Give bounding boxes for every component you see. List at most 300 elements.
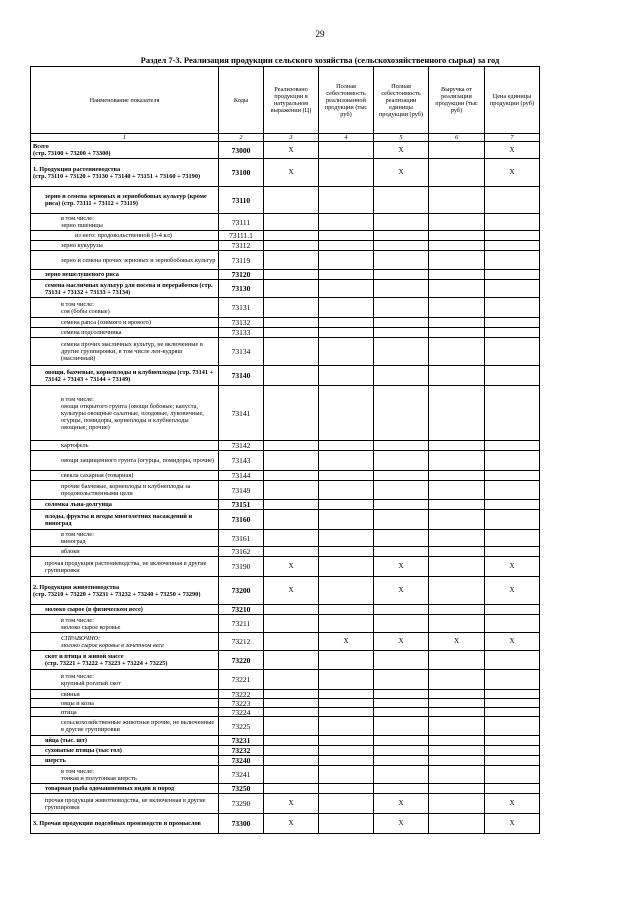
- value-cell[interactable]: [374, 481, 429, 500]
- value-cell[interactable]: [264, 756, 319, 766]
- row-code: 73134: [219, 338, 264, 366]
- value-cell[interactable]: [374, 338, 429, 366]
- value-cell[interactable]: [319, 557, 374, 577]
- value-cell[interactable]: [429, 386, 485, 441]
- value-cell[interactable]: [264, 784, 319, 794]
- value-cell[interactable]: X: [374, 159, 429, 187]
- value-cell[interactable]: [319, 605, 374, 615]
- value-cell[interactable]: [429, 510, 485, 530]
- row-code: 73240: [219, 756, 264, 766]
- value-cell[interactable]: X: [264, 159, 319, 187]
- value-cell[interactable]: [374, 328, 429, 338]
- value-cell[interactable]: [319, 251, 374, 270]
- value-cell[interactable]: [319, 690, 374, 699]
- value-cell[interactable]: [319, 214, 374, 231]
- table-row: [31, 557, 540, 577]
- column-number: 5: [374, 134, 429, 142]
- value-cell[interactable]: X: [429, 633, 485, 651]
- table-row: [31, 441, 540, 451]
- value-cell[interactable]: [485, 699, 540, 708]
- column-number: 1: [31, 134, 219, 142]
- table-row: [31, 690, 540, 699]
- value-cell[interactable]: [485, 547, 540, 557]
- value-cell[interactable]: [319, 500, 374, 510]
- row-code: 73300: [219, 814, 264, 834]
- indicator-name: товарная рыба одомашненных видов и пород: [31, 784, 219, 794]
- value-cell[interactable]: [374, 270, 429, 280]
- value-cell[interactable]: [319, 451, 374, 471]
- table-row: [31, 530, 540, 547]
- value-cell[interactable]: [264, 270, 319, 280]
- value-cell[interactable]: [319, 699, 374, 708]
- value-cell[interactable]: [264, 280, 319, 298]
- value-cell[interactable]: [374, 366, 429, 386]
- value-cell[interactable]: [319, 756, 374, 766]
- value-cell[interactable]: [429, 142, 485, 159]
- value-cell[interactable]: [485, 746, 540, 756]
- value-cell[interactable]: X: [485, 633, 540, 651]
- value-cell[interactable]: [374, 670, 429, 690]
- table-row: [31, 766, 540, 784]
- value-cell[interactable]: [264, 633, 319, 651]
- value-cell[interactable]: [429, 670, 485, 690]
- value-cell[interactable]: [429, 746, 485, 756]
- value-cell[interactable]: [429, 651, 485, 670]
- indicator-name: яйца (тыс. шт): [31, 736, 219, 746]
- value-cell[interactable]: [429, 338, 485, 366]
- row-code: 73130: [219, 280, 264, 298]
- table-row: [31, 746, 540, 756]
- table-row: [31, 651, 540, 670]
- value-cell[interactable]: X: [485, 794, 540, 814]
- value-cell[interactable]: [264, 530, 319, 547]
- value-cell[interactable]: [319, 651, 374, 670]
- value-cell[interactable]: X: [374, 142, 429, 159]
- value-cell[interactable]: [374, 510, 429, 530]
- value-cell[interactable]: [374, 651, 429, 670]
- value-cell[interactable]: [485, 338, 540, 366]
- indicator-name: плоды, фрукты и ягоды многолетних насаждений и виноград: [31, 510, 219, 530]
- table-row: [31, 615, 540, 633]
- value-cell[interactable]: [485, 651, 540, 670]
- value-cell[interactable]: [429, 615, 485, 633]
- value-cell[interactable]: [374, 699, 429, 708]
- table-row: [31, 670, 540, 690]
- value-cell[interactable]: [319, 386, 374, 441]
- indicator-name: семена рапса (озимого и ярового): [31, 318, 219, 328]
- table-row: [31, 386, 540, 441]
- value-cell[interactable]: [485, 280, 540, 298]
- value-cell[interactable]: [485, 318, 540, 328]
- header-indicator-name: Наименование показателя: [31, 67, 219, 134]
- value-cell[interactable]: [429, 328, 485, 338]
- row-code: 73119: [219, 251, 264, 270]
- value-cell[interactable]: [374, 547, 429, 557]
- row-code: 73190: [219, 557, 264, 577]
- value-cell[interactable]: [429, 159, 485, 187]
- row-code: 73142: [219, 441, 264, 451]
- table-row: [31, 270, 540, 280]
- value-cell[interactable]: [319, 298, 374, 318]
- table-row: [31, 547, 540, 557]
- value-cell[interactable]: [264, 651, 319, 670]
- indicator-name: 2. Продукция животноводства (стр. 73210 + 73220 + 73231 + 73232 + 73240 + 73250 + 73290): [31, 577, 219, 605]
- value-cell[interactable]: [429, 500, 485, 510]
- value-cell[interactable]: X: [319, 633, 374, 651]
- row-code: 73290: [219, 794, 264, 814]
- value-cell[interactable]: [319, 615, 374, 633]
- value-cell[interactable]: [485, 717, 540, 736]
- value-cell[interactable]: [374, 318, 429, 328]
- value-cell[interactable]: X: [264, 814, 319, 834]
- table-row: [31, 471, 540, 481]
- value-cell[interactable]: [429, 318, 485, 328]
- value-cell[interactable]: [485, 481, 540, 500]
- table-row: [31, 577, 540, 605]
- value-cell[interactable]: [485, 615, 540, 633]
- value-cell[interactable]: X: [264, 577, 319, 605]
- value-cell[interactable]: [319, 318, 374, 328]
- value-cell[interactable]: [264, 766, 319, 784]
- value-cell[interactable]: [319, 510, 374, 530]
- value-cell[interactable]: X: [374, 794, 429, 814]
- table-row: [31, 280, 540, 298]
- value-cell[interactable]: [319, 270, 374, 280]
- value-cell[interactable]: [429, 784, 485, 794]
- table-row: [31, 214, 540, 231]
- indicator-name: зерно нешелушеного риса: [31, 270, 219, 280]
- value-cell[interactable]: [319, 142, 374, 159]
- row-code: 73000: [219, 142, 264, 159]
- row-code: 73161: [219, 530, 264, 547]
- value-cell[interactable]: [319, 577, 374, 605]
- value-cell[interactable]: [485, 366, 540, 386]
- value-cell[interactable]: [429, 481, 485, 500]
- table-row: [31, 187, 540, 214]
- value-cell[interactable]: [429, 241, 485, 251]
- value-cell[interactable]: [319, 746, 374, 756]
- column-number: 3: [264, 134, 319, 142]
- indicator-name: шерсть: [31, 756, 219, 766]
- value-cell[interactable]: [485, 187, 540, 214]
- value-cell[interactable]: [264, 251, 319, 270]
- value-cell[interactable]: X: [374, 557, 429, 577]
- value-cell[interactable]: [374, 471, 429, 481]
- value-cell[interactable]: [485, 708, 540, 717]
- value-cell[interactable]: X: [485, 577, 540, 605]
- value-cell[interactable]: [264, 366, 319, 386]
- value-cell[interactable]: [264, 386, 319, 441]
- value-cell[interactable]: [374, 500, 429, 510]
- table-row: [31, 500, 540, 510]
- value-cell[interactable]: [264, 615, 319, 633]
- row-code: 73133: [219, 328, 264, 338]
- value-cell[interactable]: [264, 318, 319, 328]
- value-cell[interactable]: [319, 159, 374, 187]
- row-code: 73222: [219, 690, 264, 699]
- row-code: 73225: [219, 717, 264, 736]
- row-code: 73241: [219, 766, 264, 784]
- value-cell[interactable]: [485, 530, 540, 547]
- value-cell[interactable]: [485, 766, 540, 784]
- value-cell[interactable]: [485, 756, 540, 766]
- value-cell[interactable]: [374, 214, 429, 231]
- row-code: 73131: [219, 298, 264, 318]
- indicator-name: суховатые птицы (тыс гол): [31, 746, 219, 756]
- value-cell[interactable]: [429, 280, 485, 298]
- value-cell[interactable]: [429, 251, 485, 270]
- value-cell[interactable]: [429, 366, 485, 386]
- value-cell[interactable]: [429, 756, 485, 766]
- indicator-name: сельскохозяйственные животные прочие, не включенные в другие группировки: [31, 717, 219, 736]
- indicator-name: в том числе: соя (бобы соевые): [31, 298, 219, 318]
- value-cell[interactable]: X: [485, 142, 540, 159]
- indicator-name: зерно кукурузы: [31, 241, 219, 251]
- value-cell[interactable]: [264, 605, 319, 615]
- value-cell[interactable]: [374, 241, 429, 251]
- column-number-row: [31, 134, 540, 142]
- value-cell[interactable]: [429, 814, 485, 834]
- value-cell[interactable]: [429, 690, 485, 699]
- value-cell[interactable]: [374, 280, 429, 298]
- value-cell[interactable]: [429, 766, 485, 784]
- value-cell[interactable]: [485, 328, 540, 338]
- value-cell[interactable]: [429, 557, 485, 577]
- indicator-name: скот и птица в живой массе (стр. 73221 + 73222 + 73223 + 73224 + 73225): [31, 651, 219, 670]
- value-cell[interactable]: [319, 814, 374, 834]
- indicator-name: овощи защищенного грунта (огурцы, помидоры, прочие): [31, 451, 219, 471]
- value-cell[interactable]: [374, 717, 429, 736]
- value-cell[interactable]: [264, 481, 319, 500]
- value-cell[interactable]: [264, 500, 319, 510]
- value-cell[interactable]: [264, 328, 319, 338]
- value-cell[interactable]: [429, 736, 485, 746]
- value-cell[interactable]: [374, 756, 429, 766]
- value-cell[interactable]: [485, 451, 540, 471]
- indicator-name: зерно и семена прочих зерновых и зернобобовых культур: [31, 251, 219, 270]
- value-cell[interactable]: [374, 441, 429, 451]
- value-cell[interactable]: [485, 510, 540, 530]
- value-cell[interactable]: [319, 338, 374, 366]
- page-number: 29: [315, 29, 325, 39]
- value-cell[interactable]: [264, 699, 319, 708]
- table-row: [31, 756, 540, 766]
- value-cell[interactable]: [319, 766, 374, 784]
- sales-table: [30, 66, 540, 834]
- value-cell[interactable]: [319, 794, 374, 814]
- value-cell[interactable]: [485, 500, 540, 510]
- value-cell[interactable]: [429, 530, 485, 547]
- value-cell[interactable]: [319, 670, 374, 690]
- value-cell[interactable]: [319, 241, 374, 251]
- value-cell[interactable]: [374, 746, 429, 756]
- row-code: 73110: [219, 187, 264, 214]
- value-cell[interactable]: [374, 690, 429, 699]
- value-cell[interactable]: [374, 605, 429, 615]
- value-cell[interactable]: [429, 214, 485, 231]
- value-cell[interactable]: X: [264, 142, 319, 159]
- value-cell[interactable]: [485, 214, 540, 231]
- value-cell[interactable]: [485, 270, 540, 280]
- value-cell[interactable]: [485, 605, 540, 615]
- value-cell[interactable]: [319, 481, 374, 500]
- value-cell[interactable]: X: [485, 814, 540, 834]
- value-cell[interactable]: [319, 708, 374, 717]
- table-row: [31, 366, 540, 386]
- row-code: 73223: [219, 699, 264, 708]
- header-unit-cost: Полная себестоимость реализации единицы продукции (руб): [374, 67, 429, 134]
- value-cell[interactable]: [374, 784, 429, 794]
- value-cell[interactable]: [374, 530, 429, 547]
- value-cell[interactable]: X: [485, 159, 540, 187]
- indicator-name: семена прочих масличных культур, не включенные в другие группировки, в том числе лен-кудряш (масличный): [31, 338, 219, 366]
- value-cell[interactable]: [319, 530, 374, 547]
- value-cell[interactable]: [429, 547, 485, 557]
- value-cell[interactable]: [429, 717, 485, 736]
- value-cell[interactable]: [264, 471, 319, 481]
- table-row: [31, 633, 540, 651]
- header-unit-price: Цена единицы продукции (руб): [485, 67, 540, 134]
- indicator-name: молоко сырое (в физическом весе): [31, 605, 219, 615]
- value-cell[interactable]: [374, 708, 429, 717]
- value-cell[interactable]: [264, 298, 319, 318]
- value-cell[interactable]: [429, 451, 485, 471]
- indicator-name: 3. Прочая продукция подсобных производств и промыслов: [31, 814, 219, 834]
- value-cell[interactable]: [485, 670, 540, 690]
- value-cell[interactable]: [264, 670, 319, 690]
- value-cell[interactable]: [264, 736, 319, 746]
- value-cell[interactable]: [264, 441, 319, 451]
- value-cell[interactable]: [374, 231, 429, 241]
- indicator-name: зерно и семена зерновых и зернобобовых культур (кроме риса) (стр. 73111 + 73112 + 73119): [31, 187, 219, 214]
- table-row: [31, 231, 540, 241]
- table-row: [31, 251, 540, 270]
- header-revenue: Выручка от реализации продукции (тыс руб): [429, 67, 485, 134]
- indicator-name: свекла сахарная (товарная): [31, 471, 219, 481]
- value-cell[interactable]: [485, 251, 540, 270]
- value-cell[interactable]: X: [374, 814, 429, 834]
- value-cell[interactable]: [264, 746, 319, 756]
- value-cell[interactable]: [319, 280, 374, 298]
- table-row: [31, 605, 540, 615]
- value-cell[interactable]: [485, 231, 540, 241]
- value-cell[interactable]: X: [374, 577, 429, 605]
- value-cell[interactable]: [264, 708, 319, 717]
- row-code: 73132: [219, 318, 264, 328]
- row-code: 73144: [219, 471, 264, 481]
- indicator-name: в том числе: крупный рогатый скот: [31, 670, 219, 690]
- table-row: [31, 784, 540, 794]
- table-row: [31, 159, 540, 187]
- row-code: 73220: [219, 651, 264, 670]
- value-cell[interactable]: [429, 298, 485, 318]
- indicator-name: прочая продукция животноводства, не включенная в другие группировки: [31, 794, 219, 814]
- value-cell[interactable]: [374, 766, 429, 784]
- value-cell[interactable]: [319, 366, 374, 386]
- value-cell[interactable]: [374, 251, 429, 270]
- row-code: 73143: [219, 451, 264, 471]
- value-cell[interactable]: [485, 736, 540, 746]
- value-cell[interactable]: [429, 231, 485, 241]
- value-cell[interactable]: [429, 577, 485, 605]
- value-cell[interactable]: X: [264, 794, 319, 814]
- value-cell[interactable]: [429, 605, 485, 615]
- row-code: 73200: [219, 577, 264, 605]
- value-cell[interactable]: [429, 708, 485, 717]
- value-cell[interactable]: [264, 241, 319, 251]
- table-row: [31, 142, 540, 159]
- value-cell[interactable]: [374, 298, 429, 318]
- value-cell[interactable]: [485, 441, 540, 451]
- indicator-name: овощи, бахчевые, корнеплоды и клубнеплоды (стр. 73141 + 73142 + 73143 + 73144 + 73149): [31, 366, 219, 386]
- value-cell[interactable]: [264, 338, 319, 366]
- indicator-name: яблоки: [31, 547, 219, 557]
- value-cell[interactable]: [485, 471, 540, 481]
- value-cell[interactable]: [264, 690, 319, 699]
- value-cell[interactable]: [319, 717, 374, 736]
- indicator-name: в том числе: тонкая и полутонкая шерсть: [31, 766, 219, 784]
- value-cell[interactable]: [429, 187, 485, 214]
- value-cell[interactable]: [319, 471, 374, 481]
- indicator-name: из него: продовольственной (3-4 кл): [31, 231, 219, 241]
- value-cell[interactable]: [264, 717, 319, 736]
- value-cell[interactable]: [485, 784, 540, 794]
- value-cell[interactable]: [374, 386, 429, 441]
- value-cell[interactable]: [264, 231, 319, 241]
- value-cell[interactable]: [264, 214, 319, 231]
- value-cell[interactable]: [485, 298, 540, 318]
- value-cell[interactable]: [374, 615, 429, 633]
- value-cell[interactable]: [264, 187, 319, 214]
- header-codes: Коды: [219, 67, 264, 134]
- row-code: 73120: [219, 270, 264, 280]
- table-body: [31, 142, 540, 834]
- value-cell[interactable]: [374, 451, 429, 471]
- indicator-name: картофель: [31, 441, 219, 451]
- value-cell[interactable]: [429, 441, 485, 451]
- value-cell[interactable]: [319, 441, 374, 451]
- value-cell[interactable]: [485, 690, 540, 699]
- value-cell[interactable]: [429, 270, 485, 280]
- value-cell[interactable]: [319, 187, 374, 214]
- row-code: 73140: [219, 366, 264, 386]
- value-cell[interactable]: [319, 328, 374, 338]
- value-cell[interactable]: X: [374, 633, 429, 651]
- row-code: 73250: [219, 784, 264, 794]
- value-cell[interactable]: [319, 231, 374, 241]
- value-cell[interactable]: [374, 736, 429, 746]
- value-cell[interactable]: X: [264, 557, 319, 577]
- value-cell[interactable]: [429, 471, 485, 481]
- value-cell[interactable]: [485, 241, 540, 251]
- row-code: 73141: [219, 386, 264, 441]
- value-cell[interactable]: [264, 451, 319, 471]
- value-cell[interactable]: [429, 794, 485, 814]
- value-cell[interactable]: [319, 736, 374, 746]
- value-cell[interactable]: X: [485, 557, 540, 577]
- value-cell[interactable]: [485, 386, 540, 441]
- header-row: [31, 67, 540, 134]
- row-code: 73231: [219, 736, 264, 746]
- value-cell[interactable]: [264, 547, 319, 557]
- value-cell[interactable]: [319, 547, 374, 557]
- value-cell[interactable]: [319, 784, 374, 794]
- value-cell[interactable]: [264, 510, 319, 530]
- value-cell[interactable]: [429, 699, 485, 708]
- value-cell[interactable]: [374, 187, 429, 214]
- table-row: [31, 338, 540, 366]
- table-row: [31, 318, 540, 328]
